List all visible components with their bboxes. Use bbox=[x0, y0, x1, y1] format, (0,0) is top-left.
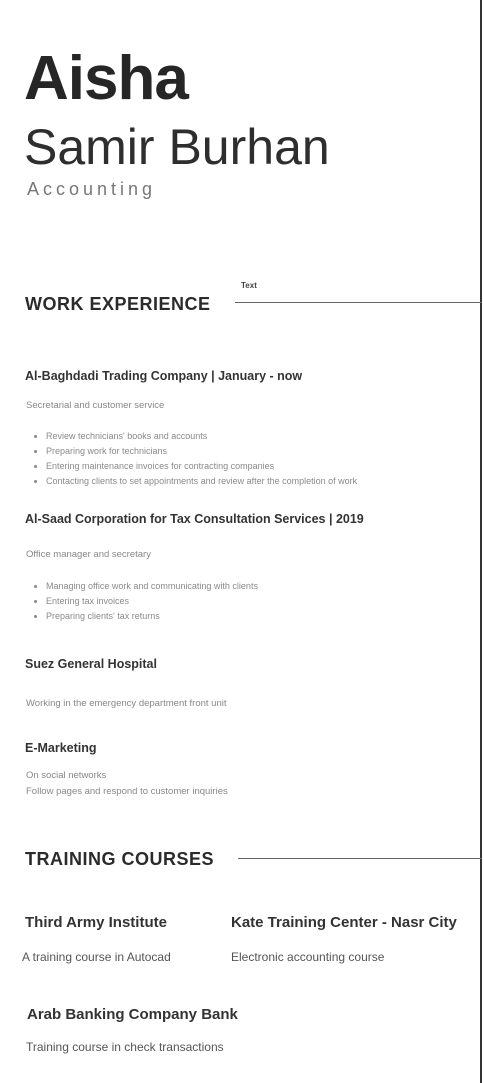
course-title: Kate Training Center - Nasr City bbox=[231, 914, 457, 931]
work-experience-heading: WORK EXPERIENCE bbox=[25, 294, 211, 314]
job-subtitle: Secretarial and customer service bbox=[26, 400, 165, 411]
job-subtitle: Office manager and secretary bbox=[26, 549, 151, 560]
job-subtitle-line: Follow pages and respond to customer inquiries bbox=[26, 786, 228, 797]
list-item: • Entering tax invoices bbox=[46, 594, 258, 609]
list-item: • Preparing work for technicians bbox=[46, 444, 357, 459]
list-item: • Entering maintenance invoices for contracting companies bbox=[46, 459, 357, 474]
course-description: Training course in check transactions bbox=[26, 1040, 224, 1054]
training-courses-divider bbox=[238, 858, 482, 859]
list-item: • Review technicians' books and accounts bbox=[46, 429, 357, 444]
job-bullets bbox=[30, 429, 357, 489]
job-title: Suez General Hospital bbox=[25, 657, 157, 671]
job-subtitle-line: On social networks bbox=[26, 770, 107, 781]
list-item: • Preparing clients' tax returns bbox=[46, 609, 258, 624]
course-title: Third Army Institute bbox=[25, 914, 167, 931]
work-experience-divider bbox=[235, 302, 482, 303]
training-courses-heading: TRAINING COURSES bbox=[25, 849, 215, 869]
course-title: Arab Banking Company Bank bbox=[27, 1006, 238, 1023]
first-name: Aisha bbox=[24, 44, 188, 113]
course-description: Electronic accounting course bbox=[231, 950, 385, 964]
job-title: Al-Saad Corporation for Tax Consultation Services | 2019 bbox=[25, 512, 364, 526]
job-title: E-Marketing bbox=[25, 741, 97, 755]
list-item: • Managing office work and communicating with clients bbox=[46, 579, 258, 594]
text-note: Text bbox=[241, 281, 257, 290]
list-item: • Contacting clients to set appointments and review after the completion of work bbox=[46, 474, 357, 489]
job-title: Al-Baghdadi Trading Company | January - now bbox=[25, 369, 303, 383]
job-bullets bbox=[30, 579, 258, 624]
role-title: Accounting bbox=[27, 179, 157, 199]
job-subtitle: Working in the emergency department front unit bbox=[26, 698, 227, 709]
last-name: Samir Burhan bbox=[24, 119, 330, 175]
course-description: A training course in Autocad bbox=[22, 950, 171, 964]
